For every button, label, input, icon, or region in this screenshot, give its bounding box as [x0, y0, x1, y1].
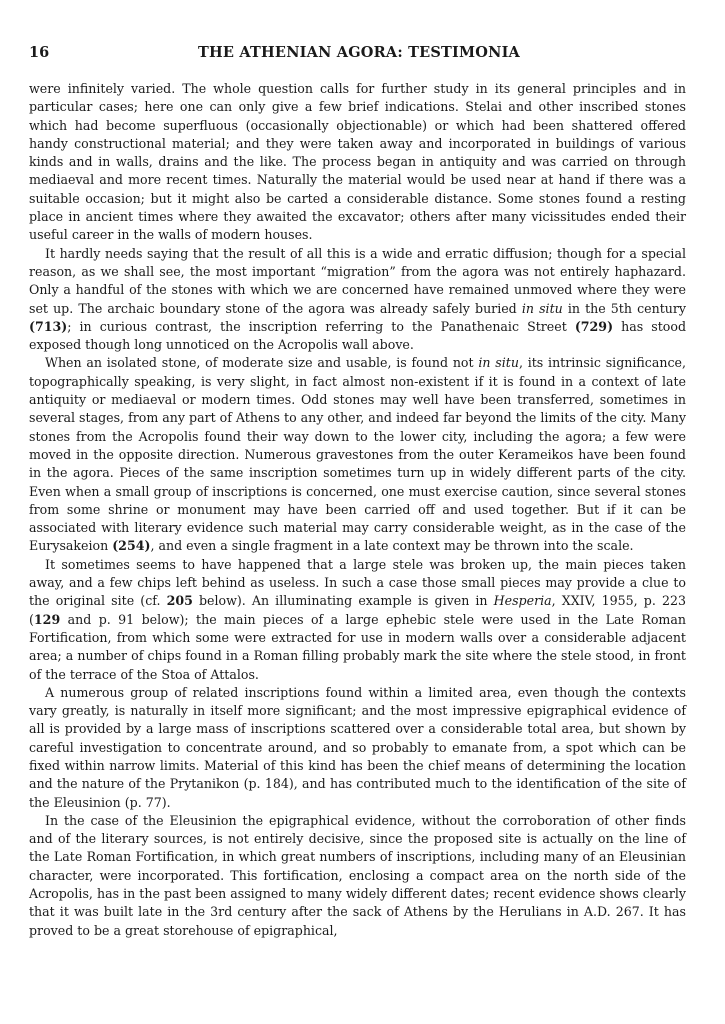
text-run: has stood exposed though long unnoticed on the Acropolis wall above. [29, 318, 687, 353]
page-header [29, 44, 689, 64]
paragraph [29, 684, 686, 812]
text-run: A numerous group of related inscriptions found within a limited area, even though the contexts vary greatly, is naturally in itself more significant; and the most impressive epigraphical evidence of all is provided by a large mass of inscriptions scattered over a considerable total area, but shown by careful investigation to concentrate around, and so probably to emanate from, a spot which can be fixed within narrow limits. Material of this kind has been the chief means of determining the location and the nature of the Prytanikon (p. 184), and has contributed much to the identification of the site of the Eleusinion (p. 77). [29, 684, 686, 810]
paragraph [29, 80, 686, 245]
text-run: , and even a single fragment in a late context may be thrown into the scale. [150, 538, 634, 554]
text-run: and p. 91 below); the main pieces of a large ephebic stele were used in the Late Roman Fortification, from which some were extracted for use in modern walls over a considerable adjacent area; a number of chips found in a Roman filling probably mark the site where the stele stood, in front of the terrace of the Stoa of Attalos. [29, 611, 686, 682]
italic-term: in situ [478, 355, 519, 371]
paragraph [29, 245, 686, 355]
text-run: below). An illuminating example is given in [192, 593, 494, 609]
body-text [29, 80, 686, 940]
paragraph [29, 556, 686, 684]
italic-term: Hesperia [493, 593, 552, 609]
page-number: 16 [29, 44, 50, 61]
text-run: It hardly needs saying that the result of all this is a wide and erratic diffusion; though for a special reason, as we shall see, the most important “migration” from the agora was not entirely haphazard. Only a handful of the stones with which we are concerned have remained unmoved where they were set up. The archaic boundary stone of the agora was already safely buried [29, 245, 686, 316]
bold-reference: 205 [166, 593, 193, 609]
text-run: in the 5th century [562, 300, 687, 316]
text-run: When an isolated stone, of moderate size and usable, is found not [45, 355, 479, 371]
bold-reference: 129 [33, 611, 61, 627]
text-run: ; in curious contrast, the inscription referring to the Panathenaic Street [67, 318, 575, 334]
paragraph [29, 812, 686, 940]
bold-reference: (713) [29, 318, 68, 334]
paragraph [29, 354, 686, 555]
text-run: , its intrinsic significance, topographically speaking, is very slight, in fact almost non-existent if it is found in a context of late antiquity or mediaeval or modern times. Odd stones may well have been transferred, sometimes in several stages, from any part of Athens to any other, and indeed far beyond the limits of the city. Many stones from the Acropolis found their way down to the lower city, including the agora; a few were moved in the opposite direction. Numerous gravestones from the outer Kerameikos have been found in the agora. Pieces of the same inscription sometimes turn up in widely different parts of the city. Even when a small group of inscriptions is concerned, one must exercise caution, since several stones from some shrine or monument may have been carried off and used together. But if it can be associated with literary evidence such material may carry considerable weight, as in the case of the Eurysakeion [29, 355, 686, 554]
bold-reference: (254) [112, 538, 151, 554]
text-run: In the case of the Eleusinion the epigraphical evidence, without the corroboration of other finds and of the literary sources, is not entirely decisive, since the proposed site is actually on the line of the Late Roman Fortification, in which great numbers of inscriptions, including many of an Eleusinian character, were incorporated. This fortification, enclosing a compact area on the north side of the Acropolis, has in the past been assigned to many widely different dates; recent evidence shows clearly that it was built late in the 3rd century after the sack of Athens by the Herulians in A.D. 267. It has proved to be a great storehouse of epigraphical, [29, 812, 686, 938]
running-title: THE ATHENIAN AGORA: TESTIMONIA [198, 44, 520, 61]
italic-term: in situ [521, 300, 563, 316]
text-run: It sometimes seems to have happened that a large stele was broken up, the main pieces taken away, and a few chips left behind as useless. In such a case those small pieces may provide a clue to the original site (cf. [29, 556, 686, 609]
bold-reference: (729) [574, 318, 614, 334]
text-run: were infinitely varied. The whole question calls for further study in its general principles and in particular cases; here one can only give a few brief indications. Stelai and other inscribed stones which had become superfluous (occasionally objectionable) or which had been shattered offered handy constructional material; and they were taken away and incorporated in buildings of various kinds and in walls, drains and the like. The process began in antiquity and was carried on through mediaeval and more recent times. Naturally the material would be used near at hand if there was a suitable occasion; but it might also be carted a considerable distance. Some stones found a resting place in ancient times where they awaited the excavator; others after many vicissitudes ended their useful career in the walls of modern houses. [29, 81, 686, 243]
text-run: , XXIV, 1955, p. 223 ( [29, 593, 686, 627]
